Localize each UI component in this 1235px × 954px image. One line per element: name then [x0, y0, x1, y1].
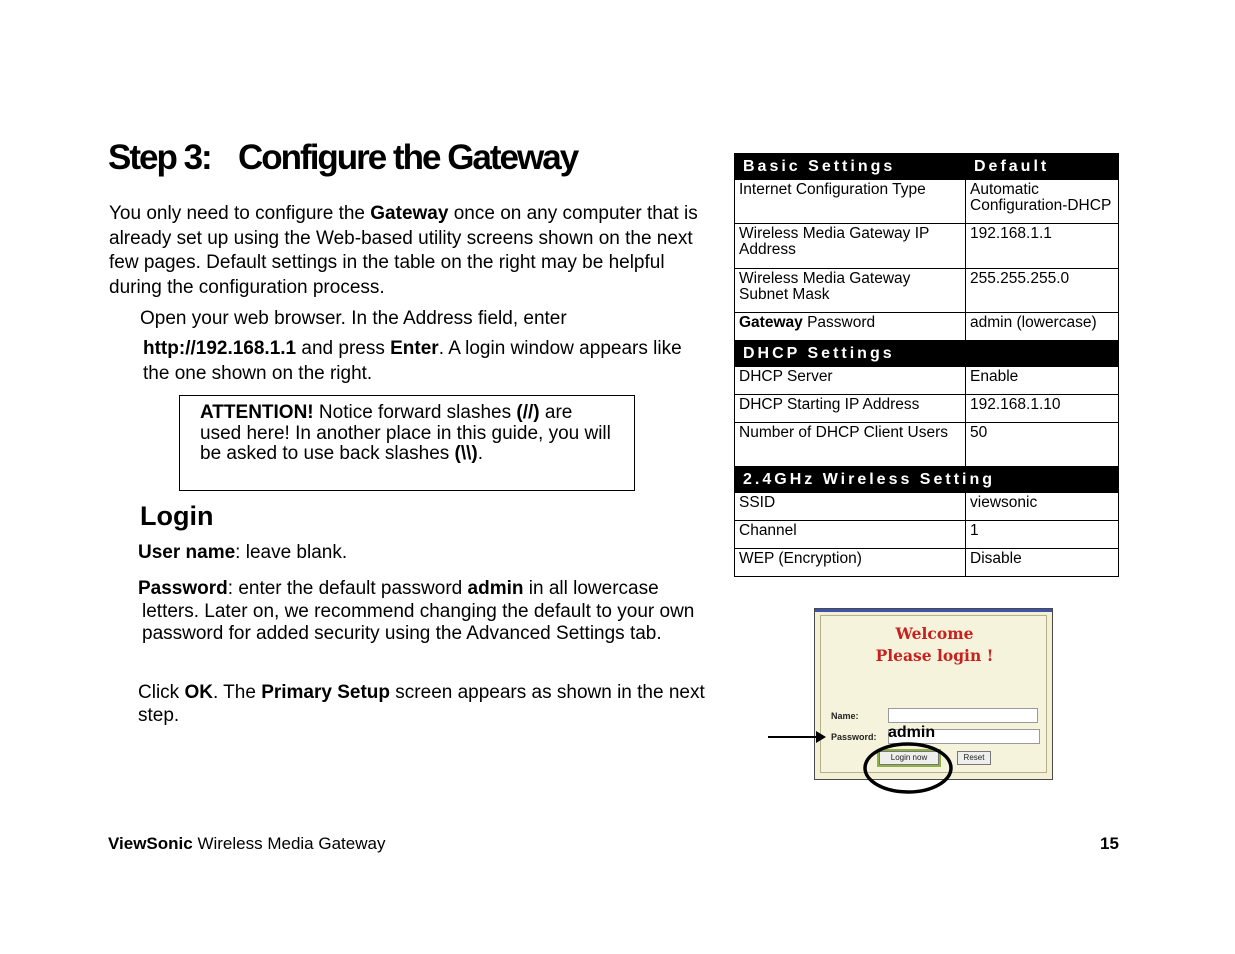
- step-number: Step 3:: [108, 138, 211, 177]
- instruction-text: and press: [296, 338, 391, 359]
- login-now-button[interactable]: Login now: [879, 751, 939, 765]
- value-cell: Disable: [966, 549, 1119, 577]
- ok-label: OK: [184, 682, 213, 703]
- footer-product: [108, 834, 385, 854]
- setting-cell: Wireless Media Gateway IP Address: [735, 224, 966, 269]
- password-field-label: Password:: [831, 732, 877, 742]
- value-cell: Automatic Configuration-DHCP: [966, 180, 1119, 224]
- step-title: Configure the Gateway: [238, 138, 578, 177]
- click-text-rest: screen appears as shown in the next step.: [138, 682, 705, 726]
- table-header-dhcp: [735, 341, 1119, 367]
- username-instruction: [138, 541, 698, 566]
- table-row: [735, 269, 1119, 313]
- attention-label: ATTENTION!: [200, 402, 314, 423]
- table-row: [735, 493, 1119, 521]
- welcome-text: Welcome: [895, 624, 974, 643]
- gateway-bold: Gateway: [739, 314, 803, 331]
- value-cell: 1: [966, 521, 1119, 549]
- instruction-text-rest: . A login window appears like the one shown on the right.: [143, 338, 682, 384]
- password-word: Password: [802, 314, 876, 331]
- reset-button[interactable]: Reset: [957, 751, 991, 765]
- setting-cell: Channel: [735, 521, 966, 549]
- please-login-text: Please login !: [875, 646, 994, 665]
- brand-name: ViewSonic: [108, 834, 193, 853]
- intro-text-rest: once on any computer that is already set up using the Web-based utility screens shown on the next few pages. Default settings in the table on the right may be helpful during the configuration process.: [109, 203, 698, 298]
- primary-setup-label: Primary Setup: [261, 682, 391, 703]
- setting-cell: Internet Configuration Type: [735, 180, 966, 224]
- callout-annotations: [760, 720, 960, 800]
- table-header-basic: [735, 154, 1119, 180]
- dhcp-settings-header: DHCP Settings: [735, 341, 1119, 367]
- value-cell: 192.168.1.10: [966, 395, 1119, 423]
- click-text-2: . The: [212, 682, 262, 703]
- page-number: 15: [1100, 834, 1119, 853]
- password-label: Password: [138, 578, 228, 599]
- intro-text: You only need to configure the: [109, 203, 371, 224]
- forward-slashes: (//): [516, 402, 540, 423]
- value-cell: 50: [966, 423, 1119, 467]
- back-slashes: (\\): [454, 443, 478, 464]
- value-cell: admin (lowercase): [966, 313, 1119, 341]
- attention-text: Notice forward slashes: [313, 402, 517, 423]
- click-text: Click: [138, 682, 185, 703]
- arrow-head-icon: [816, 731, 826, 743]
- attention-text-rest: are used here! In another place in this guide, you will be asked to use back slashes: [200, 402, 611, 464]
- table-row: [735, 549, 1119, 577]
- setting-cell: Wireless Media Gateway Subnet Mask: [735, 269, 966, 313]
- table-row: [735, 395, 1119, 423]
- password-text-2: in all lowercase: [523, 578, 659, 599]
- password-text-rest: letters. Later on, we recommend changing the default to your own password for added security using the Advanced Settings tab.: [142, 600, 695, 644]
- default-settings-table: [734, 153, 1119, 577]
- address-instruction: [143, 337, 703, 386]
- gateway-url: http://192.168.1.1: [143, 338, 297, 359]
- wireless-settings-header: 2.4GHz Wireless Setting: [735, 467, 1119, 493]
- username-text: : leave blank.: [235, 542, 348, 563]
- password-text: : enter the default password: [227, 578, 468, 599]
- click-ok-instruction: [138, 681, 706, 727]
- password-value: admin: [888, 724, 936, 741]
- attention-box: [179, 395, 635, 491]
- highlight-circle: [865, 744, 951, 792]
- open-browser-instruction: Open your web browser. In the Address field, enter: [140, 308, 567, 329]
- setting-cell: WEP (Encryption): [735, 549, 966, 577]
- name-label: Name:: [831, 711, 859, 721]
- value-cell: Enable: [966, 367, 1119, 395]
- value-cell: 192.168.1.1: [966, 224, 1119, 269]
- table-row: [735, 423, 1119, 467]
- username-label: User name: [138, 542, 236, 563]
- product-name: Wireless Media Gateway: [192, 834, 386, 853]
- table-row: [735, 180, 1119, 224]
- password-instruction: [138, 578, 706, 646]
- setting-cell: DHCP Server: [735, 367, 966, 395]
- intro-paragraph: [109, 202, 709, 300]
- table-header-wireless: [735, 467, 1119, 493]
- value-cell: viewsonic: [966, 493, 1119, 521]
- setting-cell: [735, 313, 966, 341]
- intro-bold-gateway: Gateway: [370, 203, 449, 224]
- window-title-bar: [815, 609, 1052, 612]
- enter-key-label: Enter: [390, 338, 439, 359]
- table-row: [735, 313, 1119, 341]
- value-cell: 255.255.255.0: [966, 269, 1119, 313]
- setting-cell: DHCP Starting IP Address: [735, 395, 966, 423]
- setting-cell: Number of DHCP Client Users: [735, 423, 966, 467]
- default-header: Default: [966, 154, 1119, 180]
- password-admin: admin: [467, 578, 524, 599]
- basic-settings-header: Basic Settings: [735, 154, 966, 180]
- setting-cell: SSID: [735, 493, 966, 521]
- login-heading: Login: [140, 501, 214, 531]
- table-row: [735, 521, 1119, 549]
- attention-period: .: [477, 443, 484, 464]
- table-row: [735, 224, 1119, 269]
- table-row: [735, 367, 1119, 395]
- page-title: [108, 138, 577, 178]
